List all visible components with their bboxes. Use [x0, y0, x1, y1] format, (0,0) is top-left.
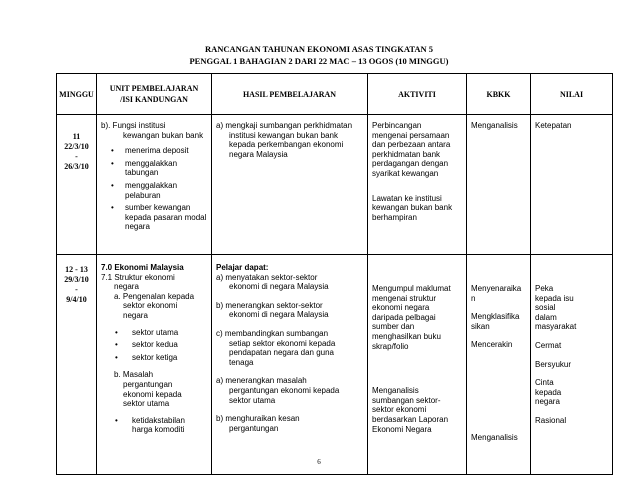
cell-nilai	[531, 255, 613, 475]
activity-text: sektor ekonomi	[372, 405, 427, 415]
outcome-text: pergantungan	[229, 423, 279, 433]
outcome-text: a) menerangkan masalah	[216, 376, 307, 386]
kbkk-text: Menyenaraika	[471, 284, 522, 293]
list-item	[101, 203, 207, 232]
unit-text: ekonomi kepada	[123, 389, 182, 399]
outcome-text: b) menerangkan sektor-sektor	[216, 300, 323, 310]
outcome-text: a) menyatakan sektor-sektor	[216, 272, 318, 282]
unit-heading-cont: kewangan bukan bank	[123, 130, 204, 140]
unit-subheading: 7.1 Struktur ekonomi	[101, 272, 175, 282]
document-title: RANCANGAN TAHUNAN EKONOMI ASAS TINGKATAN 5	[204, 44, 434, 54]
unit-text: sektor utama	[123, 399, 170, 409]
activity-text: Menganalisis	[372, 386, 419, 396]
list-item-text: • menerima deposit	[125, 146, 189, 156]
list-item-text: kepada pasaran modal	[125, 212, 207, 222]
list-item-text: harga komoditi	[132, 425, 185, 435]
header-unit	[97, 74, 212, 115]
list-item	[101, 416, 207, 435]
list-item-text: pelaburan	[125, 190, 161, 200]
list-item: • sektor utama	[101, 328, 207, 338]
activity-text: perdagangan dengan	[372, 159, 449, 169]
outcome-text: setiap sektor ekonomi kepada	[229, 338, 336, 348]
unit-text: pergantungan	[123, 379, 173, 389]
header-unit-line1: UNIT PEMBELAJARAN	[109, 84, 199, 93]
kbkk-text: Menganalisis	[471, 121, 518, 130]
cell-kbkk	[467, 115, 531, 255]
list-item-text: • menggalakkan	[125, 180, 178, 190]
list-item	[101, 159, 207, 178]
header-unit-line2: /ISI KANDUNGAN	[120, 95, 188, 104]
cell-minggu	[57, 115, 97, 255]
activity-text: ekonomi negara	[372, 303, 430, 313]
header-hasil: HASIL PEMBELAJARAN	[212, 74, 368, 115]
activity-text: sumbangan sektor-	[372, 395, 441, 405]
nilai-text: Cinta	[535, 378, 554, 388]
outcome-text: pergantungan ekonomi kepada	[229, 385, 340, 395]
unit-heading: b). Fungsi institusi	[101, 121, 166, 130]
unit-text: negara	[123, 310, 148, 320]
cell-aktiviti	[368, 115, 467, 255]
activity-text: kewangan bukan bank	[372, 203, 453, 213]
kbkk-text: Mengklasifika	[471, 312, 520, 322]
nilai-text: Peka	[535, 284, 554, 293]
cell-nilai	[531, 115, 613, 255]
outcome-text: a) mengkaji sumbangan perkhidmatan	[216, 121, 353, 130]
list-item	[101, 181, 207, 200]
unit-text: a. Pengenalan kepada	[114, 291, 195, 301]
week-number: 12 - 13	[65, 265, 88, 274]
outcome-lead: Pelajar dapat:	[216, 263, 269, 272]
week-start: 29/3/10	[64, 275, 89, 284]
list-item-text: • menggalakkan	[125, 158, 178, 168]
cell-unit	[97, 115, 212, 255]
cell-aktiviti	[368, 255, 467, 475]
cell-hasil	[212, 115, 368, 255]
nilai-text: dalam	[535, 312, 557, 322]
outcome-text: negara Malaysia	[229, 149, 288, 159]
outcome-text: kepada perkembangan ekonomi	[229, 140, 344, 150]
outcome-text: b) menghuraikan kesan	[216, 414, 300, 424]
nilai-text: negara	[535, 397, 560, 407]
unit-text: b. Masalah	[114, 370, 154, 380]
yearly-plan-table	[56, 73, 613, 475]
outcome-text: tenaga	[229, 357, 254, 367]
activity-text: perkhidmatan bank	[372, 149, 441, 159]
page-number: 6	[317, 458, 321, 466]
nilai-text: Bersyukur	[535, 359, 572, 369]
cell-kbkk	[467, 255, 531, 475]
activity-text: berdasarkan Laporan	[372, 414, 449, 424]
list-item	[101, 146, 207, 156]
activity-text: Mengumpul maklumat	[372, 284, 451, 293]
cell-hasil	[212, 255, 368, 475]
unit-text: sektor ekonomi	[123, 301, 178, 311]
list-item: • sektor ketiga	[101, 353, 207, 363]
table-row	[57, 115, 613, 255]
week-start: 22/3/10	[64, 142, 89, 151]
week-dash: -	[75, 152, 78, 161]
activity-text: Ekonomi Negara	[372, 424, 432, 434]
nilai-text: Cermat	[535, 340, 562, 350]
table-row	[57, 255, 613, 475]
week-end: 26/3/10	[64, 162, 89, 171]
header-nilai: NILAI	[531, 74, 613, 115]
outcome-text: pendapatan negara dan guna	[229, 348, 334, 358]
list-item-text: negara	[125, 222, 150, 232]
kbkk-text: sikan	[471, 321, 490, 331]
list-item-text: tabungan	[125, 168, 159, 178]
list-item: • sektor kedua	[101, 340, 207, 350]
header-aktiviti: AKTIVITI	[368, 74, 467, 115]
nilai-text: Rasional	[535, 415, 567, 425]
unit-subheading-cont: negara	[114, 282, 139, 292]
cell-unit	[97, 255, 212, 475]
outcome-text: sektor utama	[229, 395, 276, 405]
kbkk-text: Menganalisis	[471, 432, 518, 442]
outcome-text: institusi kewangan bukan bank	[229, 130, 338, 140]
nilai-text: kepada isu	[535, 293, 574, 303]
document-subtitle: PENGGAL 1 BAHAGIAN 2 DARI 22 MAC – 13 OGOS (10 MINGGU)	[189, 56, 449, 66]
activity-text: daripada pelbagai	[372, 312, 436, 322]
list-item-text: • sumber kewangan	[125, 203, 191, 213]
kbkk-text: Mencerakin	[471, 340, 513, 350]
week-dash: -	[75, 285, 78, 294]
activity-text: mengenai persamaan	[372, 130, 450, 140]
header-kbkk: KBKK	[467, 74, 531, 115]
activity-text: skrap/folio	[372, 341, 409, 351]
activity-text: mengenai struktur	[372, 293, 437, 303]
outcome-text: c) membandingkan sumbangan	[216, 328, 329, 338]
activity-text: berhampiran	[372, 212, 417, 222]
activity-text: Lawatan ke institusi	[372, 193, 442, 203]
activity-text: sumber dan	[372, 322, 415, 332]
outcome-text: ekonomi di negara Malaysia	[229, 310, 329, 320]
nilai-text: masyarakat	[535, 322, 577, 332]
nilai-text: sosial	[535, 303, 556, 313]
cell-minggu	[57, 255, 97, 475]
nilai-text: kepada	[535, 387, 562, 397]
kbkk-text: n	[471, 293, 476, 303]
week-end: 9/4/10	[66, 295, 87, 304]
unit-heading: 7.0 Ekonomi Malaysia	[101, 263, 184, 272]
activity-text: syarikat kewangan	[372, 168, 439, 178]
activity-text: dan perbezaan antara	[372, 140, 451, 150]
table-header-row	[57, 74, 613, 115]
outcome-text: ekonomi di negara Malaysia	[229, 282, 329, 292]
nilai-text: Ketepatan	[535, 121, 572, 130]
header-minggu: MINGGU	[57, 74, 97, 115]
list-item-text: • ketidakstabilan	[132, 415, 185, 425]
week-number: 11	[72, 132, 81, 141]
activity-text: menghasilkan buku	[372, 331, 441, 341]
activity-text: Perbincangan	[372, 121, 422, 130]
